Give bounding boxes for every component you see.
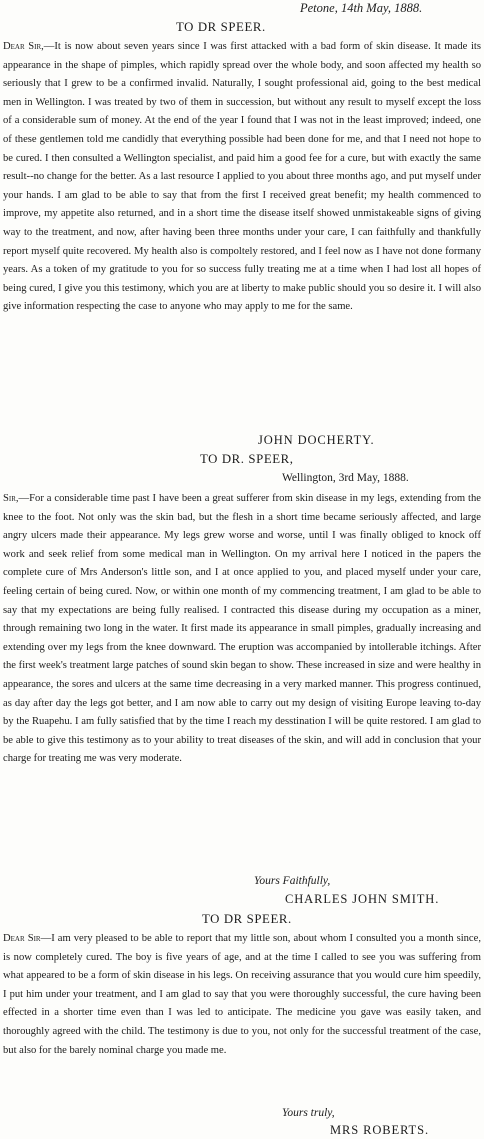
letter-2-place-date: Wellington, 3rd May, 1888.	[282, 472, 409, 484]
letter-3-text: —I am very pleased to be able to report that my little son, about whom I consulted you a month since, is now completely cured. The boy is five years of age, and at the time I called to see you was suffering from what appeared to be a form of skin disease in his legs. On receiving assurance that you would cure him speedily, I put him under your treatment, and I am glad to say that you were thoroughly successful, the cure having been effected in a shorter time even than I was led to anticipate. The medicine you gave was easily taken, and thoroughly agreed with the child. The testimony is due to you, not only for the successful treatment of the case, but also for the barely nominal charge you made me.	[3, 933, 481, 1056]
letter-1-text: —It is now about seven years since I was first attacked with a bad form of skin disease. It made its appearance in the shape of pimples, which rapidly spread over the whole body, and soon affected my health so seriously that I grew to be a confirmed invalid. Naturally, I sought professional aid, going to the best medical men in Wellington. I was treated by two of them in succession, but without any result to myself except the loss of a considerable sum of money. At the end of the year I found that I was not in the least improved; indeed, one of these gentlemen told me candidly that everything possible had been done for me, and that I need not hope to be cured. I then consulted a Wellington specialist, and paid him a good fee for a cure, but with exactly the same result--no change for the better. As a last resource I applied to you about three months ago, and put myself under your hands. I am glad to be able to say that from the first I received great benefit; my health commenced to improve, my appetite also returned, and in a short time the disease itself showed unmistakeable signs of giving way to the treatment, and now, after having been three months under your care, I can faithfully and thankfully report myself quite recovered. My health also is compoltely restored, and I feel now as I have not done formany years. As a token of my gratitude to you for so success fully treating me at a time when I had lost all hopes of being cured, I give you this testimony, which you are at liberty to make public should you so desire it. I will also give information respecting the case to anyone who may apply to me for the same.	[3, 41, 481, 313]
letter-2-body	[3, 490, 481, 880]
letter-2-heading: TO DR. SPEER,	[200, 452, 294, 466]
letter-1-salutation: Dear Sir,	[3, 41, 44, 52]
letter-1-heading: TO DR SPEER.	[176, 20, 266, 34]
letter-1-signature: JOHN DOCHERTY.	[258, 433, 375, 447]
letter-2-signature: CHARLES JOHN SMITH.	[285, 892, 440, 906]
letter-3-closing: Yours truly,	[282, 1107, 335, 1119]
dateline: Petone, 14th May, 1888.	[300, 1, 423, 15]
letter-2-closing: Yours Faithfully,	[254, 875, 331, 887]
letter-3-signature: MRS ROBERTS.	[330, 1123, 429, 1137]
letter-3-heading: TO DR SPEER.	[202, 912, 292, 926]
letter-3-body	[3, 930, 481, 1100]
letter-2-text: —For a considerable time past I have been a great sufferer from skin disease in my legs, extending from the knee to the foot. Not only was the skin bad, but the flesh in a short time became seriously affected, and large angry ulcers made their appearance. My legs grew worse and worse, until I was finally obliged to knock off work and seek relief from some medical man in Wellington. On my arrival here I noticed in the papers the complete cure of Mrs Anderson's little son, and I at once applied to you, and placed myself under your care, feeling certain of being cured. Now, or within one month of my commencing treatment, I am glad to be able to say that my expectations are being fully realised. I contracted this disease during my occupation as a miner, through remaining two long in the water. It first made its appearance in small pimples, gradually increasing and extending over my legs from the knee downward. The eruption was accompanied by intollerable itchings. After the first week's treatment large patches of sound skin began to show. These increased in size and were healthy in appearance, the sores and ulcers at the same time decreasing in a very marked manner. This progress continued, as day after day the legs got better, and I am now able to carry out my design of visiting Europe leaving to-day by the Ruapehu. I am fully satisfied that by the time I reach my desstination I will be quite restored. I am glad to be able to give this testimony as to your ability to treat diseases of the skin, and will add in conclusion that your charge for treating me was very moderate.	[3, 493, 481, 765]
letter-1-body	[3, 38, 481, 410]
letter-2-salutation: Sir,	[3, 493, 19, 504]
letter-3-salutation: Dear Sir	[3, 933, 41, 944]
